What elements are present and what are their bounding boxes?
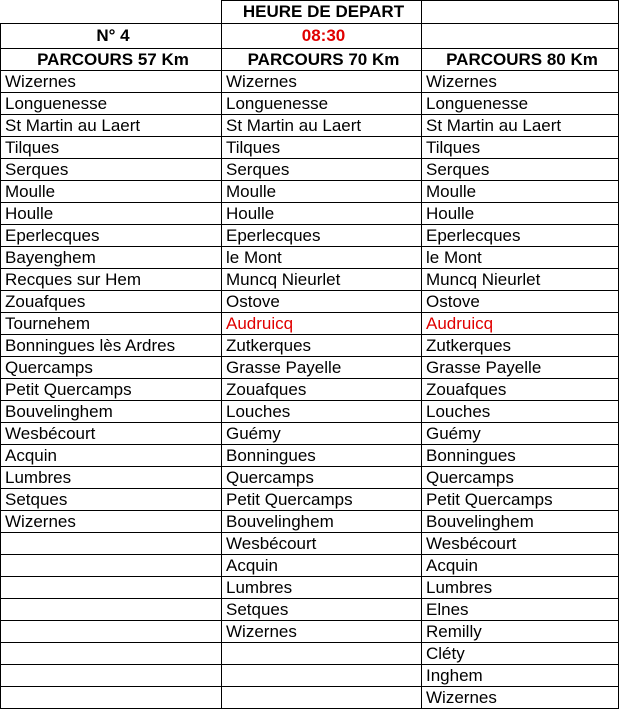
route-57-town: Quercamps: [1, 357, 222, 379]
route-80-town: Tilques: [422, 137, 619, 159]
route-57-town: Moulle: [1, 181, 222, 203]
route-57-town: [1, 687, 222, 709]
course-57-header: PARCOURS 57 Km: [1, 49, 222, 71]
header-row-1: [1, 1, 619, 24]
route-80-town: St Martin au Laert: [422, 115, 619, 137]
route-row: [1, 533, 619, 555]
departure-time: 08:30: [222, 24, 422, 49]
route-70-town: Tilques: [222, 137, 422, 159]
route-70-town: Louches: [222, 401, 422, 423]
route-70-town: Eperlecques: [222, 225, 422, 247]
route-row: [1, 621, 619, 643]
route-70-town: le Mont: [222, 247, 422, 269]
route-70-town: Wesbécourt: [222, 533, 422, 555]
route-70-town: Houlle: [222, 203, 422, 225]
route-row: [1, 511, 619, 533]
route-row: [1, 687, 619, 709]
route-80-town: Grasse Payelle: [422, 357, 619, 379]
route-80-town: Zouafques: [422, 379, 619, 401]
route-57-town: [1, 577, 222, 599]
route-row: [1, 577, 619, 599]
route-57-town: [1, 621, 222, 643]
route-57-town: Lumbres: [1, 467, 222, 489]
route-70-town: [222, 643, 422, 665]
course-number: N° 4: [1, 24, 222, 49]
route-57-town: Wizernes: [1, 511, 222, 533]
route-row: [1, 379, 619, 401]
corner-cell: [1, 1, 222, 24]
route-70-town: Lumbres: [222, 577, 422, 599]
route-sheet-body: [1, 1, 619, 709]
departure-label: HEURE DE DEPART: [222, 1, 422, 24]
route-80-town: Zutkerques: [422, 335, 619, 357]
route-row: [1, 159, 619, 181]
route-70-town: Grasse Payelle: [222, 357, 422, 379]
route-row: [1, 247, 619, 269]
route-80-town: Inghem: [422, 665, 619, 687]
route-row: [1, 269, 619, 291]
route-80-town: Lumbres: [422, 577, 619, 599]
route-57-town: Wesbécourt: [1, 423, 222, 445]
route-row: [1, 137, 619, 159]
header-empty-cell-2: [422, 24, 619, 49]
route-row: [1, 225, 619, 247]
route-row: [1, 71, 619, 93]
route-row: [1, 357, 619, 379]
route-80-town: Acquin: [422, 555, 619, 577]
route-57-town: Bouvelinghem: [1, 401, 222, 423]
route-70-town: Setques: [222, 599, 422, 621]
route-70-town: Serques: [222, 159, 422, 181]
route-80-town: Moulle: [422, 181, 619, 203]
route-80-town: Remilly: [422, 621, 619, 643]
route-57-town: Acquin: [1, 445, 222, 467]
route-80-town: Louches: [422, 401, 619, 423]
route-80-town: Eperlecques: [422, 225, 619, 247]
route-57-town: Bayenghem: [1, 247, 222, 269]
route-row: [1, 203, 619, 225]
header-row-2: [1, 24, 619, 49]
route-57-town: Wizernes: [1, 71, 222, 93]
route-row: [1, 467, 619, 489]
route-57-town: Houlle: [1, 203, 222, 225]
route-row: [1, 423, 619, 445]
route-70-town: Wizernes: [222, 621, 422, 643]
route-80-town: Guémy: [422, 423, 619, 445]
route-row: [1, 489, 619, 511]
route-row: [1, 313, 619, 335]
route-57-town: Eperlecques: [1, 225, 222, 247]
route-80-town: le Mont: [422, 247, 619, 269]
route-70-town: St Martin au Laert: [222, 115, 422, 137]
route-row: [1, 445, 619, 467]
route-57-town: Setques: [1, 489, 222, 511]
route-row: [1, 291, 619, 313]
route-row: [1, 401, 619, 423]
header-empty-cell: [422, 1, 619, 24]
route-80-town: Longuenesse: [422, 93, 619, 115]
route-70-town: Ostove: [222, 291, 422, 313]
route-70-town: Guémy: [222, 423, 422, 445]
route-57-town: [1, 555, 222, 577]
route-80-town: Serques: [422, 159, 619, 181]
route-57-town: Serques: [1, 159, 222, 181]
route-57-town: Tilques: [1, 137, 222, 159]
route-80-town: Audruicq: [422, 313, 619, 335]
route-70-town: Audruicq: [222, 313, 422, 335]
route-row: [1, 93, 619, 115]
route-57-town: [1, 643, 222, 665]
route-row: [1, 115, 619, 137]
route-70-town: [222, 687, 422, 709]
header-row-3: [1, 49, 619, 71]
route-57-town: [1, 599, 222, 621]
route-80-town: Quercamps: [422, 467, 619, 489]
route-row: [1, 665, 619, 687]
route-70-town: Acquin: [222, 555, 422, 577]
route-80-town: Cléty: [422, 643, 619, 665]
route-70-town: [222, 665, 422, 687]
route-80-town: Petit Quercamps: [422, 489, 619, 511]
route-80-town: Elnes: [422, 599, 619, 621]
route-80-town: Houlle: [422, 203, 619, 225]
route-row: [1, 335, 619, 357]
route-70-town: Quercamps: [222, 467, 422, 489]
route-57-town: Tournehem: [1, 313, 222, 335]
route-80-town: Wizernes: [422, 71, 619, 93]
route-57-town: Bonningues lès Ardres: [1, 335, 222, 357]
route-70-town: Bouvelinghem: [222, 511, 422, 533]
route-row: [1, 643, 619, 665]
route-70-town: Zutkerques: [222, 335, 422, 357]
route-57-town: [1, 533, 222, 555]
route-70-town: Zouafques: [222, 379, 422, 401]
route-row: [1, 181, 619, 203]
route-57-town: St Martin au Laert: [1, 115, 222, 137]
route-row: [1, 555, 619, 577]
route-80-town: Muncq Nieurlet: [422, 269, 619, 291]
route-80-town: Bonningues: [422, 445, 619, 467]
route-70-town: Longuenesse: [222, 93, 422, 115]
route-70-town: Muncq Nieurlet: [222, 269, 422, 291]
route-70-town: Moulle: [222, 181, 422, 203]
route-70-town: Petit Quercamps: [222, 489, 422, 511]
route-57-town: Recques sur Hem: [1, 269, 222, 291]
route-70-town: Wizernes: [222, 71, 422, 93]
route-57-town: Zouafques: [1, 291, 222, 313]
route-57-town: [1, 665, 222, 687]
route-57-town: Petit Quercamps: [1, 379, 222, 401]
route-70-town: Bonningues: [222, 445, 422, 467]
route-57-town: Longuenesse: [1, 93, 222, 115]
course-80-header: PARCOURS 80 Km: [422, 49, 619, 71]
course-70-header: PARCOURS 70 Km: [222, 49, 422, 71]
route-row: [1, 599, 619, 621]
route-80-town: Ostove: [422, 291, 619, 313]
route-80-town: Wesbécourt: [422, 533, 619, 555]
route-80-town: Bouvelinghem: [422, 511, 619, 533]
route-80-town: Wizernes: [422, 687, 619, 709]
